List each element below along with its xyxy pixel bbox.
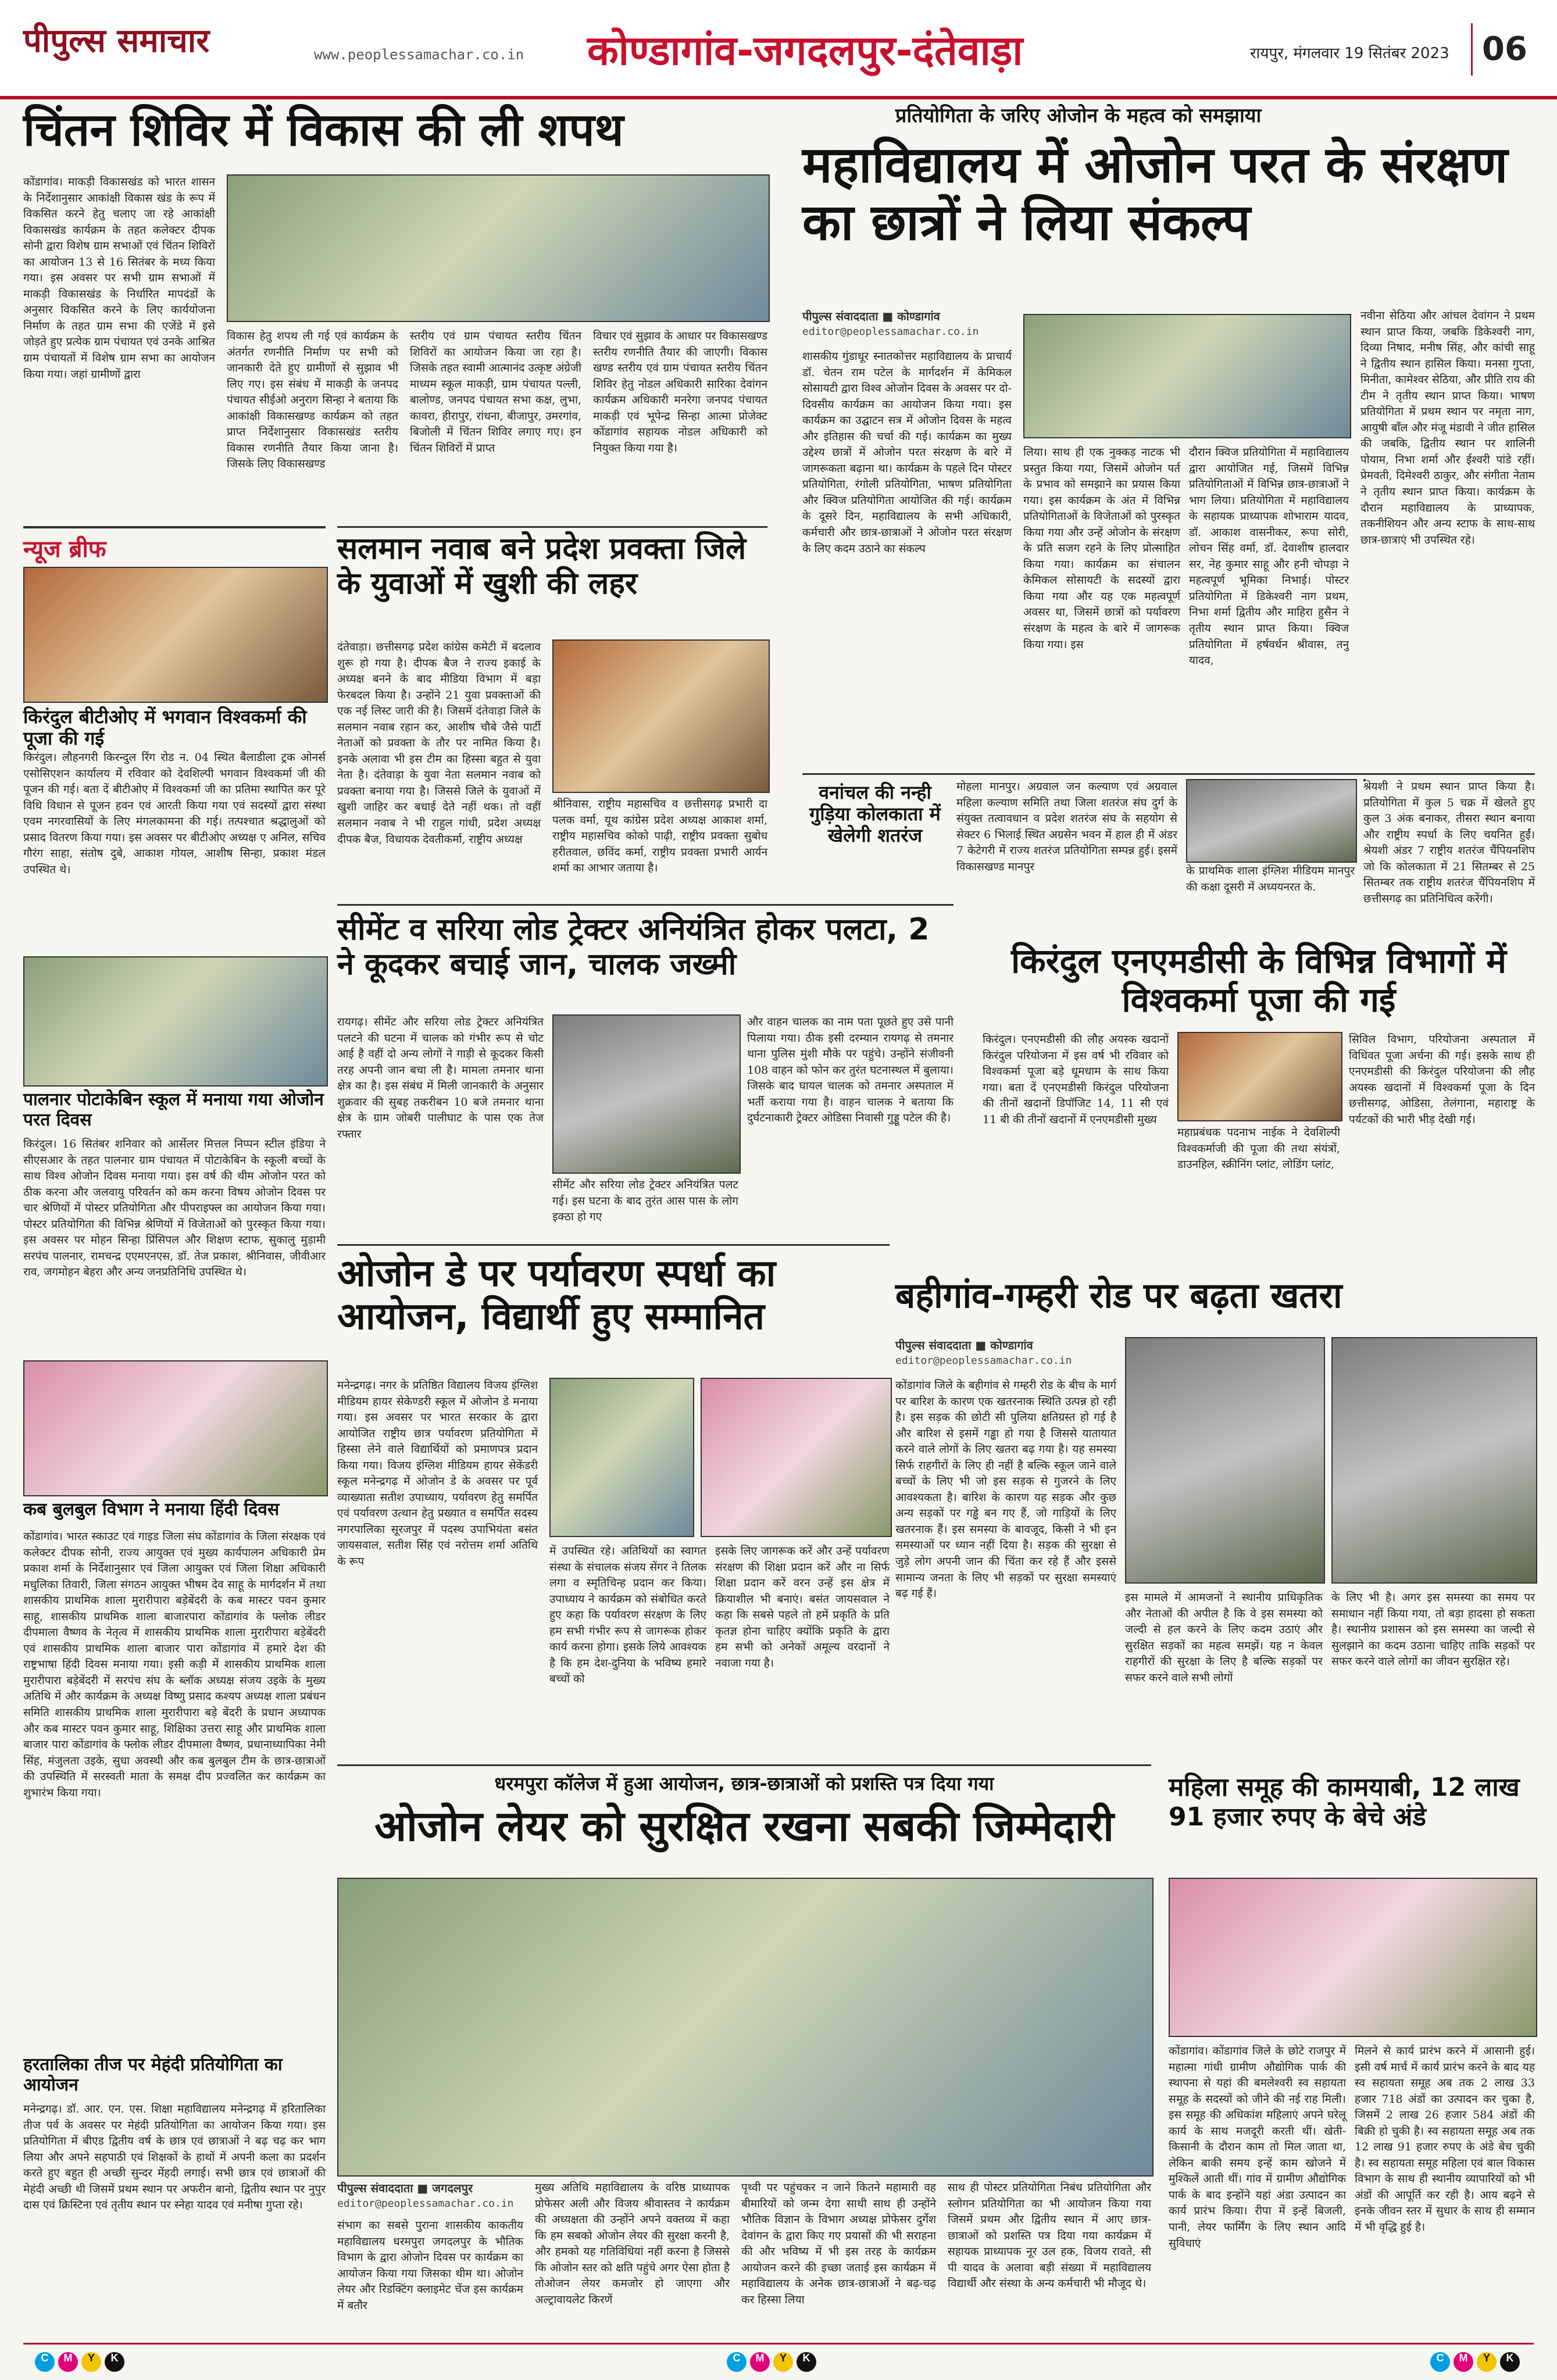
brief2-title: पालनार पोटाकेबिन स्कूल में मनाया गया ओजोन परत दिवस — [23, 1089, 324, 1130]
news-brief-label: न्यूज ब्रीफ — [23, 536, 106, 563]
story10-headline: महिला समूह की कामयाबी, 12 लाख 91 हजार रुपए के बेचे अंडे — [1169, 1773, 1520, 1832]
brief2-photo — [23, 956, 328, 1087]
story2-body-4: नवीना सेठिया और आंचल देवांगन ने प्रथम स्थान प्राप्त किया, जबकि डिकेश्वरी नाग, दिव्या निषाद, मनीष सिंह, और कांची साहू ने द्वितीय स्थान हासिल किया। मनसा गुप्ता, मिनीता, कामेश्वर सेठिया, और प्रीति राय की टीम ने तृतीय स्थान प्राप्त किया। भाषण प्रतियोगिता में प्रथम स्थान पर नमृता नाग, आयुषी बाँल और मंजू मंडावी ने जीत हासिल की जबकि, द्वितीय स्थान पर शालिनी पोयाम, निभा शर्मा और ईश्वरी पांडे रहीं। प्रेमवती, दिमेश्वरी ठाकुर, और संगीता नेताम ने तृतीय स्थान प्राप्त किया। कार्यक्रम के दौरान महाविद्यालय के प्राध्यापक, तकनीशियन और अन्य स्टाफ के साथ-साथ छात्र-छात्राएं भी उपस्थित रहे। — [1360, 309, 1535, 546]
story7-body-1: मनेन्द्रगढ़। नगर के प्रतिष्ठित विद्यालय विजय इंग्लिश मीडियम हायर सेकेण्डरी स्कूल में ओजोन डे मनाया गया। इस अवसर पर भारत सरकार के द्वारा आयोजित राष्ट्रीय छात्र पर्यावरण प्रतियोगिता में हिस्सा लेने वाले विद्यार्थियों को प्रमाणपत्र प्रदान किया गया। विजय इंग्लिश मीडियम हायर सेकेंडरी स्कूल मनेन्द्रगढ़ में ओजोन डे के अवसर पर पूर्व व्याख्याता सतीश उपाध्याय, पर्यावरण हेतु समर्पित एवं पर्यावरण उत्थान हेतु प्रख्यात व समर्पित सदस्य नगरपालिका सूरजपुर में पदस्थ उपाभियंता बसंत जायसवाल, सतीश सिंह एवं नरोत्तम शर्मा अतिथि के रूप — [337, 1379, 538, 1568]
brief1-photo — [23, 567, 328, 703]
brief4-body: मनेन्द्रगढ़। डॉ. आर. एन. एस. शिक्षा महाविद्यालय मनेन्द्रगढ़ में हरितालिका तीज पर्व के अवसर पर मेहंदी प्रतियोगिता का आयोजन किया गया। इस प्रतियोगिता में बीएड द्वितीय वर्ष के छात्र एवं छात्राओं ने बढ़ चढ़ कर भाग लिया और अपने सहपाठी एवं शिक्षकों के हाथों में अपनी कला का प्रदर्शन करते हुए बहुत ही अच्छी सुन्दर मेंहदी लगाई। सभी छात्र एवं छात्राओं की मेहंदी अच्छी थी जिसमें प्रथम स्थान पर अफरीन बानो, द्वितीय स्थान पर नुपुर दास एवं क्रिस्टिना एवं तृतीय स्थान पर स्नेहा यादव एवं मनीषा गुप्ता रहे। — [23, 2103, 326, 2212]
cmyk-m: M — [750, 2352, 770, 2372]
cmyk-y: Y — [81, 2352, 101, 2372]
newspaper-logo: पीपुल्स समाचार — [23, 22, 210, 60]
story6-body-3: सिविल विभाग, परियोजना अस्पताल में विधिवत पूजा अर्चना की गई। इसके साथ ही एनएमडीसी की किरंदुल परियोजना की लौह अयस्क खदानों में विश्वकर्मा पूजा के दिन छत्तीसगढ़, ओडिसा, तेलंगाना, महाराष्ट्र के पर्यटकों की भारी भीड़ देखी गई। — [1349, 1033, 1535, 1126]
cmyk-marks-center — [727, 2352, 831, 2373]
story9-group-photo — [337, 1878, 1154, 2177]
story8-road-photo-2 — [1331, 1337, 1537, 1584]
story5-body-2: और वाहन चालक का नाम पता पूछते हुए उसे पानी पिलाया गया। ठीक इसी दरम्यान रायगढ़ से तमनार थाना पुलिस मुंशी मौके पर पहुंचे। उन्होंने संजीवनी 108 वाहन को फोन कर तुरंत घटनास्थल में बुलाया। जिसके बाद घायल चालक को तमनार अस्पताल में भर्ती कराया गया है। वाहन चालक ने बताया कि दुर्घटनाकारी ट्रेक्टर ओडिसा निवासी गुड्डू पटेल की है। — [747, 1016, 954, 1125]
divider-story5 — [337, 904, 954, 906]
cmyk-k: K — [1500, 2352, 1520, 2372]
website-url[interactable]: www.peoplessamachar.co.in — [314, 47, 524, 63]
story8-body-1: कोंडागांव जिले के बहीगांव से गम्हरी रोड के बीच के मार्ग पर बारिश के कारण एक खतरनाक स्थिति उत्पन्न हो रही है। इस सड़क की छोटी सी पुलिया क्षतिग्रस्त हो गई है और बारिश से इसमें गड्ढा हो गया है जिससे यातायात करने वाले लोगों के लिए खतरा बढ़ गया है। यह समस्या सिर्फ राहगीरों के लिए ही नहीं है बल्कि स्कूल जाने वाले बच्चों के लिए भी जो इस सड़क से गुजरने के लिए आवश्यकता है। बारिश के कारण यह सड़क और कुछ अन्य सड़कों पर गड्ढे बन गए हैं, जो गाड़ियों के लिए खतरनाक हैं। इस समस्या के बावजूद, किसी ने भी इन समस्याओं पर ध्यान नहीं दिया है। सड़क की सुरक्षा से जुड़े लोग अपनी जान की चिंता कर रहे हैं और इससे सामान्य जनता के लिए भी सड़कों पर सुरक्षा समस्याएं बढ़ गई हैं। — [895, 1379, 1116, 1600]
story5-body-1: रायगढ़। सीमेंट और सरिया लोड ट्रेक्टर अनियंत्रित पलटने की घटना में चालक को गंभीर रूप से चोट आई है वहीं दो अन्य लोगों ने गाड़ी से कूदकर किसी तरह अपनी जान बचा ली है। मामला तमनार थाना क्षेत्र का है। इस संबंध में मिली जानकारी के अनुसार शुक्रवार की सुबह तकरीबन 10 बजे तमनार थाना क्षेत्र के ग्राम जोबरी पालीघाट के पास एक तेज रफ्तार — [337, 1016, 544, 1141]
story1-headline: चिंतन शिविर में विकास की ली शपथ — [23, 104, 624, 156]
story1-body-3: स्तरीय एवं ग्राम पंचायत स्तरीय चिंतन शिविरों का आयोजन किया जा रहा है। जिसके तहत स्वामी आत्मानंद उत्कृष्ट अंग्रेजी माध्यम स्कूल माकड़ी, ग्राम पंचायत पल्ली, बालोण्ड, जनपद पंचायत सभा कक्ष, लुभा, कावरा, हीरापुर, रांधना, बीजापुर, उमरगांव, बिजोली में चिंतन शिविर लगाए गए। इन चिंतन शिविरों में प्राप्त — [410, 330, 581, 455]
story1-body-1: कोंडागांव। माकड़ी विकासखंड को भारत शासन के निर्देशानुसार आकांक्षी विकास खंड के रूप में विकसित करने हेतु चलाए जा रहे आकांक्षी विकासखंड कार्यक्रम के तहत कलेक्टर दीपक सोनी द्वारा विशेष ग्राम सभाओं एवं चिंतन शिविरों का आयोजन 13 से 16 सितंबर के मध्य किया गया। इस अवसर पर सभी ग्राम सभाओं में माकड़ी विकासखंड के निर्धारित मापदंडों के अनुसार विकसित करने के लिए कार्ययोजना निर्माण के तहत ग्राम सभा की एजेंडे में इसे जोड़ते हुए प्रत्येक ग्राम पंचायत एवं उनके आश्रित ग्राम पंचायतों में विशेष ग्राम सभा का आयोजन किया गया। जहां ग्रामीणों द्वारा — [23, 176, 215, 381]
dateline: रायपुर, मंगलवार 19 सितंबर 2023 — [1250, 45, 1449, 62]
story5-photo — [552, 1014, 741, 1174]
story2-kicker: प्रतियोगिता के जरिए ओजोन के महत्व को समझाया — [895, 104, 1262, 127]
section-title: कोण्डागांव-जगदलपुर-दंतेवाड़ा — [587, 27, 1023, 74]
story9-body-4: साथ ही पोस्टर प्रतियोगिता निबंध प्रतियोगिता और स्लोगन प्रतियोगिता का भी आयोजन किया गया जिसमें प्रथम और द्वितीय स्थान में आए छात्र-छात्राओं को प्रशस्ति पत्र दिया गया कार्यक्रम में सहायक प्राध्यापक नूर उल हक, विजय रावते, सी पी यादव के अलावा बड़ी संख्या में महाविद्यालय विद्यार्थी और संस्था के अन्य कर्मचारी भी मौजूद थे। — [948, 2181, 1151, 2290]
divider-story7 — [337, 1244, 890, 1246]
story8-email[interactable]: editor@peoplessamachar.co.in — [895, 1355, 1072, 1367]
brief1-body: किरंदुल। लौहनगरी किरन्दुल रिंग रोड न. 04 स्थित बैलाडीला ट्रक ओनर्स एसोसिएशन कार्यालय में रविवार को देवशिल्पी भगवान विश्वकर्मा जी की पूजन की गई। बता दें बीटीओए में विश्वकर्मा जी का प्रतिमा स्थापित कर पूरे विधि विधान से पूजन हवन एवं आरती किया गया एवं सदस्यों द्वारा संस्था एवम नगरवासियों के लिए मंगलकामना की गई। तत्पश्चात श्रद्धालुओं को प्रसाद वितरण किया गया। इस अवसर पर बीटीओए अध्यक्ष ए अनिल, सचिव गौरंग साहा, संतोष दुबे, आकाश गोयल, आशीष सिन्हा, प्रकाश मंडल उपस्थित थे। — [23, 751, 326, 876]
story7-photo-2 — [701, 1378, 892, 1537]
brief4-title: हरतालिका तीज पर मेहंदी प्रतियोगिता का आयोजन — [23, 2054, 283, 2095]
cmyk-marks-right — [1430, 2352, 1535, 2373]
story2-body-3: दौरान क्विज प्रतियोगिता में महाविद्यालय द्वारा आयोजित गई, जिसमें विभिन्न प्रतियोगिताओं में विभिन्न छात्र-छात्राओं ने भाग लिया। प्रतियोगिता में महाविद्यालय के सहायक प्राध्यापक शोभाराम यादव, डॉ. आकाश वासनीकर, रूपा सोरी, लोचन सिंह वर्मा, डॉ. देवाशीष हालदार सर, नेह कुमार साहू और हनी चोपड़ा ने महत्वपूर्ण भूमिका निभाई। पोस्टर प्रतियोगिता में डिकेश्वरी नाग प्रथम, निभा शर्मा द्वितीय और माहिरा हुसैन ने तृतीय स्थान प्राप्त किया। क्विज प्रतियोगिता में हर्षवर्धन श्रीवास, तनु यादव, — [1189, 446, 1349, 667]
story7-photo-1 — [549, 1378, 694, 1537]
story8-headline: बहीगांव-गम्हरी रोड पर बढ़ता खतरा — [895, 1275, 1342, 1316]
story2-photo — [1023, 314, 1351, 438]
story2-body-1: शासकीय गुंडाधूर स्नातकोत्तर महाविद्यालय के प्राचार्य डॉ. चेतन राम पटेल के मार्गदर्शन में केमिकल सोसायटी द्वारा विश्व ओजोन दिवस के अवसर पर दो-दिवसीय कार्यक्रम का आयोजन किया गया। इस कार्यक्रम का उद्घाटन सत्र में ओजोन दिवस के महत्व और इतिहास की चर्चा की गई। कार्यक्रम का मुख्य उद्देश्य छात्रों में ओजोन परत संरक्षण के बारे में जागरूकता बढ़ाना था। कार्यक्रम के पहले दिन पोस्टर प्रतियोगिता, रंगोली प्रतियोगिता, भाषण प्रतियोगिता और क्विज प्रतियोगिता आयोजित की गई। कार्यक्रम के दूसरे दिन, महाविद्यालय के सभी अधिकारी, कर्मचारी और छात्र-छात्राओं ने ओजोन परत संरक्षण के लिए कदम उठाने का संकल्प — [802, 350, 1012, 555]
story10-body-1: कोंडागांव। कोंडागांव जिले के छोटे राजपुर में महात्मा गांधी ग्रामीण औद्योगिक पार्क की स्थापना से यहां की बमलेश्वरी स्व सहायता समूह के सदस्यों को जीने की नई राह मिली। इस समूह की अधिकांश महिलाएं अपने घरेलू कार्य के साथ मजदूरी करती थीं। खेती-किसानी के दौरान काम तो मिल जाता था, लेकिन बाकी समय इन्हें काम खोजने में मुश्किलें आती थीं। गांव में ग्रामीण औद्योगिक पार्क के बाद इन्होंने यहां अंडा उत्पादन का कार्य प्रारंभ किया। रीपा में इन्हें बिजली, पानी, लेयर फार्मिंग के लिए स्थान आदि सुविधाएं — [1169, 2045, 1346, 2250]
story9-body-2: मुख्य अतिथि महाविद्यालय के वरिष्ठ प्राध्यापक प्रोफेसर अली और विजय श्रीवास्तव ने कार्यक्रम की अध्यक्षता की उन्होंने अपने वक्तव्य में कहा कि हम सबको ओजोन लेयर की सुरक्षा करनी है, और हमको यह गतिविधियां नहीं करना है जिससे कि ओजोन स्तर को क्षति पहुंचे अगर ऐसा होता है तोओजन लेयर कमजोर हो जाएगा और अल्ट्रावायलेट किरणें — [535, 2181, 730, 2306]
story8-byline: पीपुल्स संवाददाता ■ कोण्डागांव — [895, 1338, 1033, 1352]
story6-headline: किरंदुल एनएमडीसी के विभिन्न विभागों में विश्वकर्मा पूजा की गई — [1011, 941, 1506, 1020]
story6-photo — [1177, 1032, 1342, 1121]
story4-caption: के प्राथमिक शाला इंग्लिश मीडियम मानपुर की कक्षा दूसरी में अध्ययनरत के. — [1186, 864, 1355, 894]
cmyk-c: C — [35, 2352, 55, 2372]
story9-email[interactable]: editor@peoplessamachar.co.in — [337, 2197, 514, 2210]
story2-byline: पीपुल्स संवाददाता ■ कोण्डागांव — [802, 309, 940, 323]
footer-rule — [23, 2343, 1534, 2345]
story3-body-1: दंतेवाड़ा। छत्तीसगढ़ प्रदेश कांग्रेस कमेटी में बदलाव शुरू हो गया है। दीपक बैज ने राज्य इकाई के अध्यक्ष बनने के बाद मीडिया विभाग में बड़ा फेरबदल किया है। उन्होंने 21 युवा प्रवक्ताओं की एक नई लिस्ट जारी की है। जिसमें दंतेवाड़ा जिले के सलमान नवाब रहान कर, आशीष चौबे जैसे पार्टी नेताओं को प्रवक्ता के तौर पर नामित किया है। इनके अलावा भी इस टीम का हिस्सा बहुत से युवा नेता है। दंतेवाड़ा के युवा नेता सलमान नवाब को प्रवक्ता बनाया गया है। जिससे जिले के युवाओं में खुशी जाहिर कर बधाई देते नहीं थक। तो वहीं सलमान नवाब ने भी राहुल गांधी, प्रदेश अध्यक्ष दीपक बैज, विधायक देवतीकर्मा, राष्ट्रीय अध्यक्ष — [337, 641, 541, 846]
story2-headline: महाविद्यालय में ओजोन परत के संरक्षण का छात्रों ने लिया संकल्प — [802, 136, 1508, 252]
cmyk-marks-left — [35, 2352, 140, 2373]
story2-body-2: लिया। साथ ही एक नुक्कड़ नाटक भी प्रस्तुत किया गया, जिसमें ओजोन पर्त के प्रभाव को समझाने का प्रयास किया गया। इस कार्यक्रम के अंत में विभिन्न प्रतियोगिताओं के विजेताओं को पुरस्कृत किया गया और उन्हें ओजोन के संरक्षण के प्रति सजग रहने के लिए प्रोत्साहित किया गया। कार्यक्रम का संचालन केमिकल सोसायटी के सदस्यों द्वारा किया गया और यह एक महत्वपूर्ण अवसर था, जिसमें छात्रों को पर्यावरण संरक्षण के महत्व के बारे में जागरूक किया गया। इस — [1023, 446, 1180, 651]
story10-poultry-photo — [1169, 1878, 1537, 2037]
story4-body-2: श्रेयशी ने प्रथम स्थान प्राप्त किया है। प्रतियोगिता में कुल 5 चक्र में खेलते हुए कुल 3 अंक बनाकर, तीसरा स्थान बनाया और राष्ट्रीय स्पर्धा के लिए चयनित हुईं। श्रेयशी अंडर 7 राष्ट्रीय शतरंज चैंपियनशिप जो कि कोलकाता में 21 सितम्बर से 25 सितम्बर तक राष्ट्रीय शतरंज चैंपियनशिप में छत्तीसगढ़ का प्रतिनिधित्व करेंगी। — [1363, 780, 1535, 905]
story6-body-1: किरंदुल। एनएमडीसी की लौह अयस्क खदानों किरंदुल परियोजना में इस वर्ष भी रविवार को विश्वकर्मा पूजा बड़े धूमधाम के साथ किया गया। बता दें एनएमडीसी किरंदुल परियोजना की तीनों खदानों डिपॉजिट 14, 11 सी एवं 11 बी की तीनों खदानों में एनएमडीसी मुख्य — [983, 1033, 1169, 1126]
story7-headline: ओजोन डे पर पर्यावरण स्पर्धा का आयोजन, विद्यार्थी हुए सम्मानित — [337, 1252, 776, 1338]
cmyk-k: K — [797, 2352, 816, 2372]
brief1-title: किरंदुल बीटीओए में भगवान विश्वकर्मा की पूजा की गई — [23, 706, 307, 749]
story3-photo — [552, 639, 770, 793]
story7-body-2: में उपस्थित रहे। अतिथियों का स्वागत संस्था के संचालक संजय सेंगर ने तिलक लगा व स्मृतिचिन्ह प्रदान कर किया। उपाध्याय ने कार्यक्रम को संबोधित करते हुए कहा कि पर्यावरण संरक्षण के लिए हम सभी गंभीर रूप से जागरूक होकर कार्य करना होगा। इसके लिये आवश्यक है कि हम देश-दुनिया के भविष्य हमारे बच्चों को — [549, 1545, 706, 1686]
cmyk-m: M — [1454, 2352, 1473, 2372]
story3-caption: श्रीनिवास, राष्ट्रीय महासचिव व छत्तीसगढ़ प्रभारी दा पलक वर्मा, यूथ कांग्रेस प्रदेश अध्यक्ष आकाश शर्मा, राष्ट्रीय महासचिव कोको पाढ़ी, राष्ट्रीय प्रवक्ता सुबोध हरीतवाल, छविंद कर्मा, राष्ट्रीय प्रवक्ता प्रभारी आर्यन शर्मा का आभार जताया है। — [552, 798, 767, 875]
story9-byline: पीपुल्स संवाददाता ■ जगदलपुर — [337, 2181, 473, 2195]
story2-email[interactable]: editor@peoplessamachar.co.in — [802, 326, 979, 338]
story8-body-2: इस मामले में आमजनों ने स्थानीय प्राधिकृतिक और नेताओं की अपील है कि वे इस समस्या को जल्दी से हल करने के लिए कदम उठाएं और सुरक्षित सड़कों का महत्व समझें। यह न केवल राहगीरों की सुरक्षा के लिए है बल्कि सड़कों पर सफर करने वाले सभी लोगों — [1125, 1591, 1323, 1684]
story9-body-1: संभाग का सबसे पुराना शासकीय काकतीय महाविद्यालय धरमपुरा जगदलपुर के भौतिक विभाग के द्वारा ओजोन दिवस पर कार्यक्रम का आयोजन किया गया जिसका थीम था। ओजोन लेयर और रिडक्टिंग क्लाइमेट चेंज इस कार्यक्रम में बतौर — [337, 2219, 523, 2312]
story7-body-3: इसके लिए जागरूक करें और उन्हें पर्यावरण संरक्षण की शिक्षा प्रदान करें और ना सिर्फ शिक्षा प्रदान करें वरन उन्हें इस क्षेत्र में क्रियाशील भी बनाएं। बसंत जायसवाल ने कहा कि सबसे पहले तो हमें प्रकृति के प्रति कृतज्ञ होना चाहिए क्योंकि प्रकृति के द्वारा हम सभी को अनेकों अमूल्य वरदानों ने नवाजा गया है। — [715, 1545, 890, 1670]
story9-body-3: पृथ्वी पर पहुंचकर न जाने कितने महामारी वह बीमारियों को जन्म देगा साथी साथ ही उन्होंने भौतिक विज्ञान के विभाग अध्यक्ष प्रोफेसर दुर्गेश देवांगन के द्वारा किए गए प्रयासों की भी सराहना की और भविष्य में भी इस तरह के कार्यक्रम आयोजन करने की इच्छा जताई इस कार्यक्रम में महाविद्यालय के अनेक छात्र-छात्राओं ने बढ़-चढ़ कर हिस्सा लिया — [741, 2181, 936, 2306]
story9-headline: ओजोन लेयर को सुरक्षित रखना सबकी जिम्मेदारी — [374, 1802, 1114, 1850]
masthead — [0, 0, 1557, 99]
cmyk-m: M — [58, 2352, 78, 2372]
story3-headline: सलमान नवाब बने प्रदेश प्रवक्ता जिले के युवाओं में खुशी की लहर — [337, 531, 747, 601]
story1-body-2: विकास हेतु शपथ ली गई एवं कार्यक्रम के अंतर्गत रणनीति निर्माण पर सभी को जानकारी देते हुए ग्रामीणों से सुझाव भी लिए गए। इस संबंध में माकड़ी के जनपद पंचायत सीईओ अनुराग सिन्हा ने बताया कि आकांक्षी विकासखण्ड कार्यक्रम को तहत प्राप्त निर्देशानुसार विकासखंड स्तरीय विकास रणनीति तैयार किया जाना है। जिसके लिए विकासखण्ड — [227, 330, 398, 471]
story4-body-1: मोहला मानपुर। अग्रवाल जन कल्याण एवं अग्रवाल महिला कल्याण समिति तथा जिला शतरंज संघ दुर्ग के संयुक्त तत्वावधान व प्रदेश शतरंज संघ के सहयोग से सेक्टर 6 भिलाई स्थित अग्रसेन भवन में हाल ही में अंडर 7 केटेगरी में राज्य शतरंज प्रतियोगिता सम्पन्न हुई। इसमें विकासखण्ड मानपुर — [956, 780, 1177, 873]
story1-photo — [227, 174, 770, 322]
story6-body-2: महाप्रबंधक पदनाभ नाईक ने देवशिल्पी विश्वकर्माजी की पूजा की तथा संयंत्रों, डाउनहिल, स्क्रीनिंग प्लांट, लोडिंग प्लांट, — [1177, 1126, 1340, 1171]
page-number: 06 — [1471, 23, 1537, 76]
story1-body-4: विचार एवं सुझाव के आधार पर विकासखण्ड स्तरीय रणनीति तैयार की जाएगी। विकास खण्ड स्तरीय एवं ग्राम पंचायत स्तरीय चिंतन शिविर हेतु नोडल अधिकारी सारिका देवांगन कार्यक्रम अधिकारी मनरेगा जनपद पंचायत माकड़ी एवं भूपेन्द्र सिन्हा आत्मा प्रोजेक्ट कोंडागांव सहायक नोडल अधिकारी को नियुक्त किया गया है। — [593, 330, 767, 455]
brief3-title: कब बुलबुल विभाग ने मनाया हिंदी दिवस — [23, 1499, 280, 1520]
cmyk-c: C — [727, 2352, 747, 2372]
brief-divider — [23, 526, 326, 528]
cmyk-y: Y — [1477, 2352, 1497, 2372]
story4-headline: वनांचल की नन्ही गुड़िया कोलकाता में खेलेगी शतरंज — [809, 781, 941, 846]
story8-road-photo-1 — [1125, 1337, 1325, 1584]
brief2-body: किरंदुल। 16 सितंबर शनिवार को आर्सेलर मित्तल निप्पन स्टील इंडिया ने सीएसआर के तहत पालनार ग्राम पंचायत में पोटाकेबिन के स्कूली बच्चों के साथ विश्व ओजोन दिवस मनाया गया। इस वर्ष की थीम ओजोन परत को ठीक करना और जलवायु परिवर्तन को कम करना विषय ओजोन दिवस पर चार श्रेणियों में पोस्टर प्रतियोगिता और पीपराइफ्ल का आयोजन किया गया। पोस्टर प्रतियोगिता की विभिन्न श्रेणियों में विजेताओं को पुरस्कृत किया गया। इस अवसर पर मोहन सिन्हा प्रिंसिपल और शिक्षण स्टाफ, सुकालु मुड़ामी सरपंच पालनार, रामचन्द्र एएमएनएस, डॉ. तेज प्रकाश, श्रीनिवास, जीवीआर राव, जगमोहन बेहरा और अन्य जनप्रतिनिधि उपस्थित थे। — [23, 1138, 326, 1279]
divider-story9 — [337, 1764, 1151, 1766]
story10-body-2: मिलने से कार्य प्रारंभ करने में आसानी हुई। इसी वर्ष मार्च में कार्य प्रारंभ करने के बाद यह स्व सहायता समूह अब तक 2 लाख 33 हजार 718 अंडों का उत्पादन कर चुका है, जिसमें 2 लाख 26 हजार 584 अंडों की बिक्री हो चुकी है। स्व सहायता समूह अब तक 12 लाख 91 हजार रुपए के अंडे बेच चुकी है। स्व सहायता समूह महिला एवं बाल विकास विभाग के साथ ही स्थानीय व्यापारियों को भी अंडों की आपूर्ति कर रही है। आय बढ़ने से इनके जीवन स्तर में सुधार के साथ ही सम्मान में भी वृद्धि हुई है। — [1355, 2045, 1535, 2234]
story4-chess-photo — [1186, 779, 1357, 863]
divider-story3 — [337, 526, 767, 528]
cmyk-k: K — [105, 2352, 124, 2372]
cmyk-c: C — [1430, 2352, 1450, 2372]
cmyk-y: Y — [773, 2352, 793, 2372]
story8-body-3: के लिए भी है। अगर इस समस्या का समय पर समाधान नहीं किया गया, तो बड़ा हादसा हो सकता है। स्थानीय प्रशासन को इस समस्या का जल्दी से सुलझाने का कदम उठाना चाहिए ताकि सड़कों पर सफर करने वाले लोगों का जीवन सुरक्षित रहे। — [1331, 1591, 1535, 1668]
story5-headline: सीमेंट व सरिया लोड ट्रेक्टर अनियंत्रित होकर पलटा, 2 ने कूदकर बचाई जान, चालक जख्मी — [337, 912, 930, 982]
story9-kicker: धरमपुरा कॉलेज में हुआ आयोजन, छात्र-छात्राओं को प्रशस्ति पत्र दिया गया — [494, 1773, 994, 1795]
story5-caption: सीमेंट और सरिया लोड ट्रेक्टर अनियंत्रित पलट गई। इस घटना के बाद तुरंत आस पास के लोग इक्ठा हो गए — [552, 1178, 738, 1224]
brief3-body: कोंडागांव। भारत स्काउट एवं गाइड जिला संघ कोंडागांव के जिला संरक्षक एवं कलेक्टर दीपक सोनी, राज्य आयुक्त एवं मुख्य कार्यपालन अधिकारी प्रेम प्रकाश शर्मा के निर्देशानुसार एवं जिला आयुक्त एवं जिला शिक्षा अधिकारी मधुलिका तिवारी, जिला संगठन आयुक्त भीषम देव साहू के मार्गदर्शन में तथा शासकीय प्राथमिक शाला मुरारीपारा बड़ेबेंदरी के कब मास्टर पवन कुमार साहू, शासकीय प्राथमिक शाला बाजारपारा कोंडागांव के फ्लोक लीडर दीपमाला वैष्णव के नेतृत्व में शासकीय प्राथमिक शाला मुरारीपारा बड़ेबेंदरी एवं शासकीय प्राथमिक शाला बाजार पारा कोंडागांव में हमारे देश की राष्ट्रभाषा हिंदी दिवस मनाया गया। इसी कड़ी में शासकीय प्राथमिक शाला मुरारीपारा बड़ेबेंदरी में सरपंच संघ के ब्लॉक अध्यक्ष संजय उइके के मुख्य अतिथि में और कार्यक्रम के अध्यक्ष विष्णु प्रसाद कश्यप अध्यक्ष शाला प्रबंधन समिति शासकीय प्राथमिक शाला मुरारीपारा बड़े बेंदरी के प्रधान अध्यापक और कब मास्टर पवन कुमार साहू, शिक्षिका उत्तरा साहू और प्राथमिक शाला बाजार पारा कोंडागांव के फ्लोक लीडर दीपमाला वैष्णव, प्रधानाध्यापिका नेमी सिंह, मंजुलता उइके, सुधा अवस्थी और कब बुलबुल टीम के छात्र-छात्राओं की उपस्थिति में सरस्वती माता के समक्ष दीप प्रज्वलित कर कार्यक्रम का शुभारंभ किया गया। — [23, 1530, 326, 1799]
brief3-photo — [23, 1360, 328, 1496]
divider-story4 — [802, 773, 1535, 775]
